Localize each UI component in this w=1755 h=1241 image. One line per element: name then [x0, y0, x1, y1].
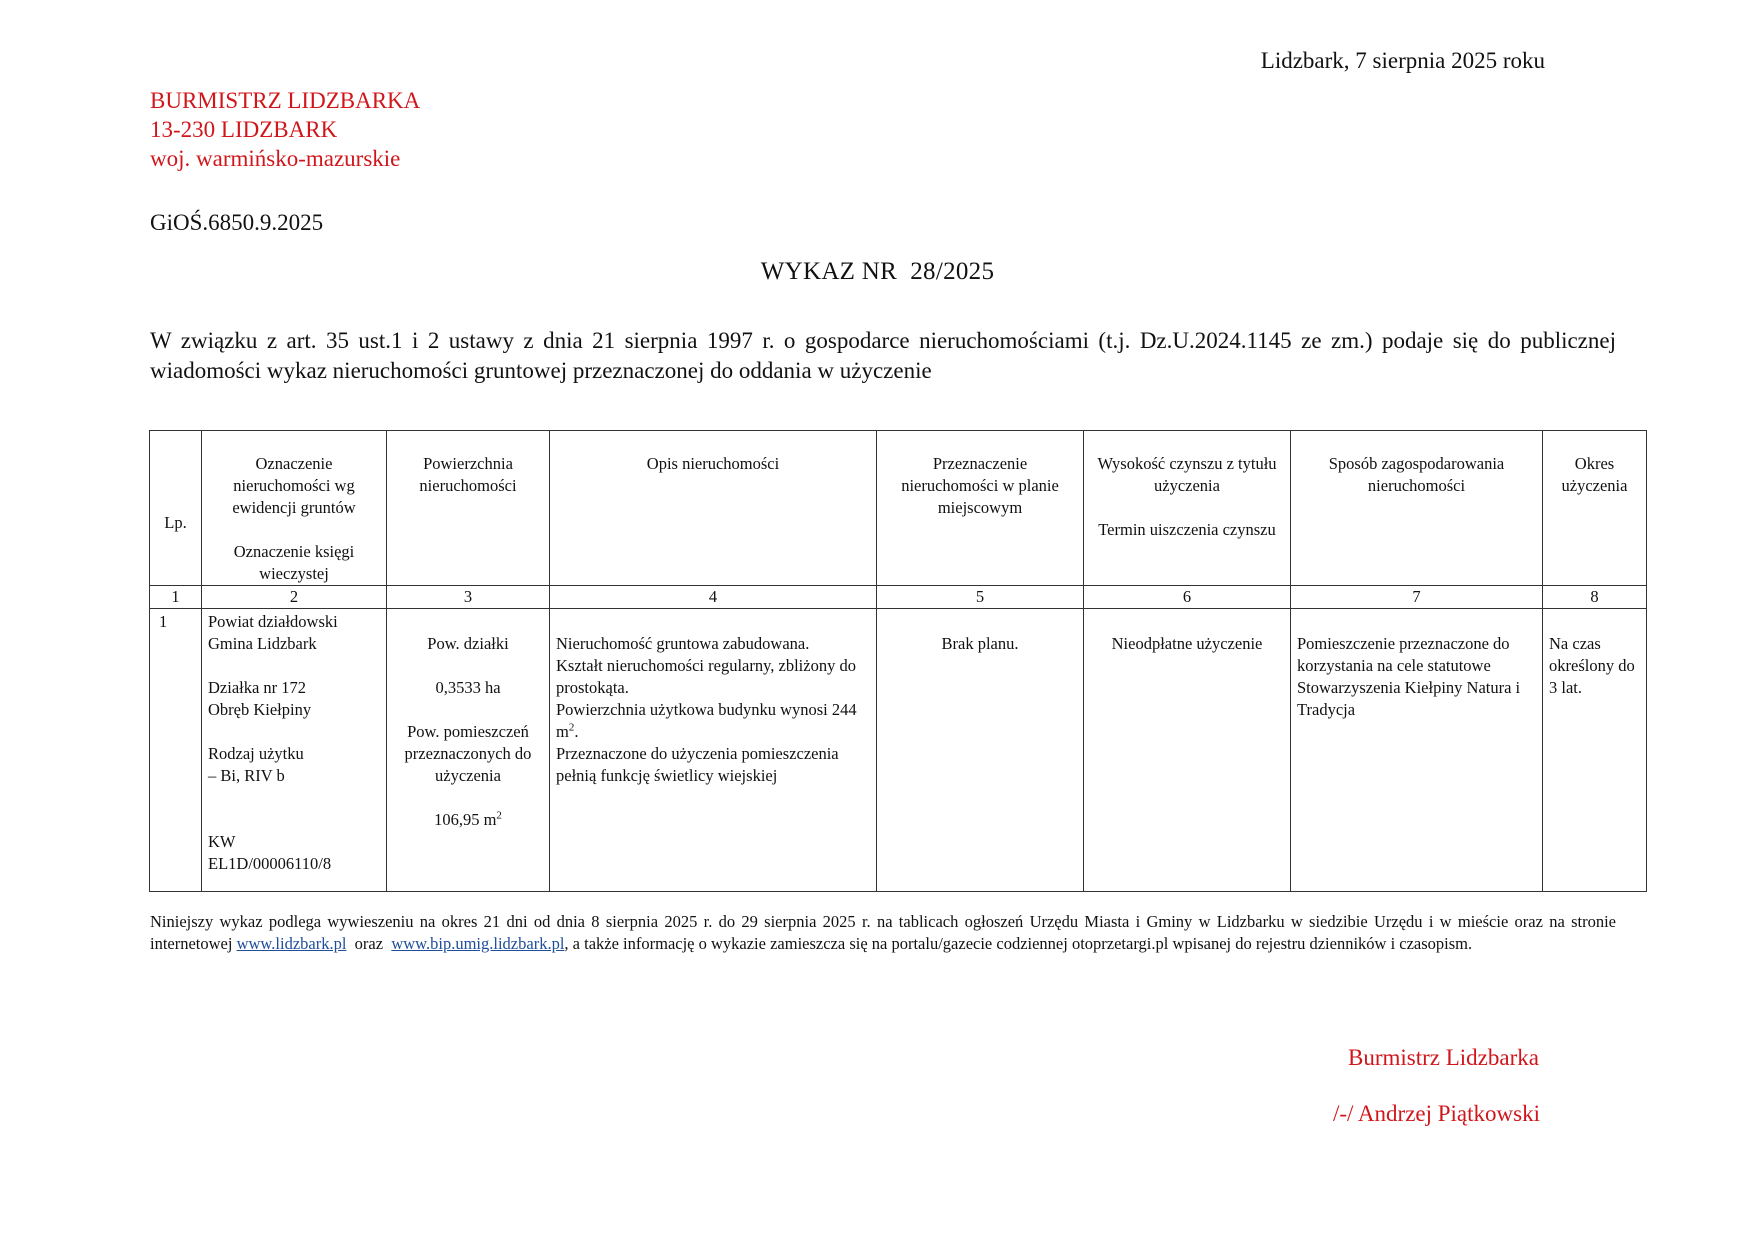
row-zoning-value: Brak planu.	[941, 634, 1019, 653]
header-area: Powierzchnia nieruchomości	[387, 431, 550, 586]
column-number: 2	[202, 586, 387, 609]
row-description-p4: Przeznaczone do użyczenia pomieszczenia pełnią funkcję świetlicy wiejskiej	[556, 744, 839, 785]
row-land-use-label: Rodzaj użytku	[208, 744, 304, 763]
case-reference: GiOŚ.6850.9.2025	[150, 210, 324, 235]
row-area	[387, 609, 550, 892]
row-description-p2: Kształt nieruchomości regularny, zbliżony do prostokąta.	[556, 656, 856, 697]
row-precinct: Obręb Kiełpiny	[208, 700, 312, 719]
row-description	[550, 609, 877, 892]
row-commune: Gmina Lidzbark	[208, 634, 317, 653]
row-plot-area-value: 0,3533 ha	[435, 678, 501, 697]
document-title	[0, 258, 1755, 286]
header-designation-register: Oznaczenie nieruchomości wg ewidencji gruntów	[232, 454, 356, 517]
rooms-area-number: 106,95 m	[434, 810, 497, 829]
link-lidzbark[interactable]: www.lidzbark.pl	[236, 934, 347, 953]
document-date: Lidzbark, 7 sierpnia 2025 roku	[1260, 48, 1545, 73]
table-row	[150, 609, 1647, 892]
issuer-block	[150, 86, 420, 173]
description-area-end: .	[574, 722, 579, 741]
property-table	[149, 430, 1647, 892]
header-use: Sposób zagospodarowania nieruchomości	[1291, 431, 1543, 586]
signature-name: /-/ Andrzej Piątkowski	[1333, 1101, 1540, 1126]
description-usable-area: Powierzchnia użytkowa budynku wynosi 244 m	[556, 700, 857, 741]
column-number: 4	[550, 586, 877, 609]
title-text: WYKAZ NR 28/2025	[760, 258, 995, 285]
column-number-row	[150, 586, 1647, 609]
link-bip[interactable]: www.bip.umig.lidzbark.pl	[391, 934, 565, 953]
row-land-use-value: – Bi, RIV b	[208, 766, 285, 785]
notice-text-end: , a także informację o wykazie zamieszcza się na portalu/gazecie codziennej otoprzetargi.pl wpisanej do rejestru dzienników i czasopism.	[564, 934, 1473, 953]
notice-text-middle: oraz	[346, 934, 392, 953]
column-number: 5	[877, 586, 1084, 609]
column-number: 7	[1291, 586, 1543, 609]
row-county: Powiat działdowski	[208, 612, 338, 631]
header-rent	[1084, 431, 1291, 586]
row-period	[1543, 609, 1647, 892]
column-number: 1	[150, 586, 202, 609]
header-zoning: Przeznaczenie nieruchomości w planie miejscowym	[877, 431, 1084, 586]
column-number: 8	[1543, 586, 1647, 609]
intro-paragraph: W związku z art. 35 ust.1 i 2 ustawy z dnia 21 sierpnia 1997 r. o gospodarce nieruchomościami (t.j. Dz.U.2024.1145 ze zm.) podaje się do publicznej wiadomości wykaz nieruchomości gruntowej przeznaczonej do oddania w użyczenie	[150, 328, 1616, 383]
header-description: Opis nieruchomości	[550, 431, 877, 586]
row-rooms-area-value	[393, 809, 543, 831]
row-rooms-area-label: Pow. pomieszczeń przeznaczonych do użyczenia	[404, 722, 532, 785]
row-description-p3	[556, 699, 870, 743]
header-rent-deadline: Termin uiszczenia czynszu	[1098, 520, 1276, 539]
row-landbook-label: KW	[208, 832, 236, 851]
row-use-value: Pomieszczenie przeznaczone do korzystania na cele statutowe Stowarzyszenia Kiełpiny Natura i Tradycja	[1297, 634, 1521, 719]
header-lp: Lp.	[150, 431, 202, 586]
issuer-address: 13-230 LIDZBARK	[150, 117, 338, 142]
description-area-exponent: 2	[568, 721, 575, 734]
header-period: Okres użyczenia	[1543, 431, 1647, 586]
rooms-area-exponent: 2	[496, 809, 502, 822]
posting-notice	[150, 911, 1616, 955]
row-period-value: Na czas określony do 3 lat.	[1549, 634, 1635, 697]
header-rent-amount: Wysokość czynszu z tytułu użyczenia	[1097, 454, 1277, 495]
row-rent-value: Nieodpłatne użyczenie	[1111, 634, 1263, 653]
signature-office: Burmistrz Lidzbarka	[1348, 1045, 1539, 1070]
row-plot-area-label: Pow. działki	[427, 634, 509, 653]
column-number: 6	[1084, 586, 1291, 609]
row-rent	[1084, 609, 1291, 892]
column-number: 3	[387, 586, 550, 609]
row-landbook-number: EL1D/00006110/8	[208, 854, 332, 873]
table-header-row	[150, 431, 1647, 586]
header-designation-landbook: Oznaczenie księgi wieczystej	[233, 542, 355, 583]
row-description-p1: Nieruchomość gruntowa zabudowana.	[556, 634, 810, 653]
row-use	[1291, 609, 1543, 892]
row-plot-number: Działka nr 172	[208, 678, 307, 697]
row-zoning	[877, 609, 1084, 892]
row-lp: 1	[150, 609, 202, 892]
row-designation	[202, 609, 387, 892]
notice-text-start: Niniejszy wykaz podlega wywieszeniu na okres 21 dni od dnia 8 sierpnia 2025 r. do 29 sierpnia 2025 r. na tablicach ogłoszeń Urzędu Miasta i Gminy w Lidzbarku w siedzibie Urzędu i w mieście oraz na stronie internetowej	[150, 912, 1616, 953]
header-designation	[202, 431, 387, 586]
issuer-authority: BURMISTRZ LIDZBARKA	[150, 88, 421, 113]
issuer-voivodeship: woj. warmińsko-mazurskie	[150, 146, 401, 171]
